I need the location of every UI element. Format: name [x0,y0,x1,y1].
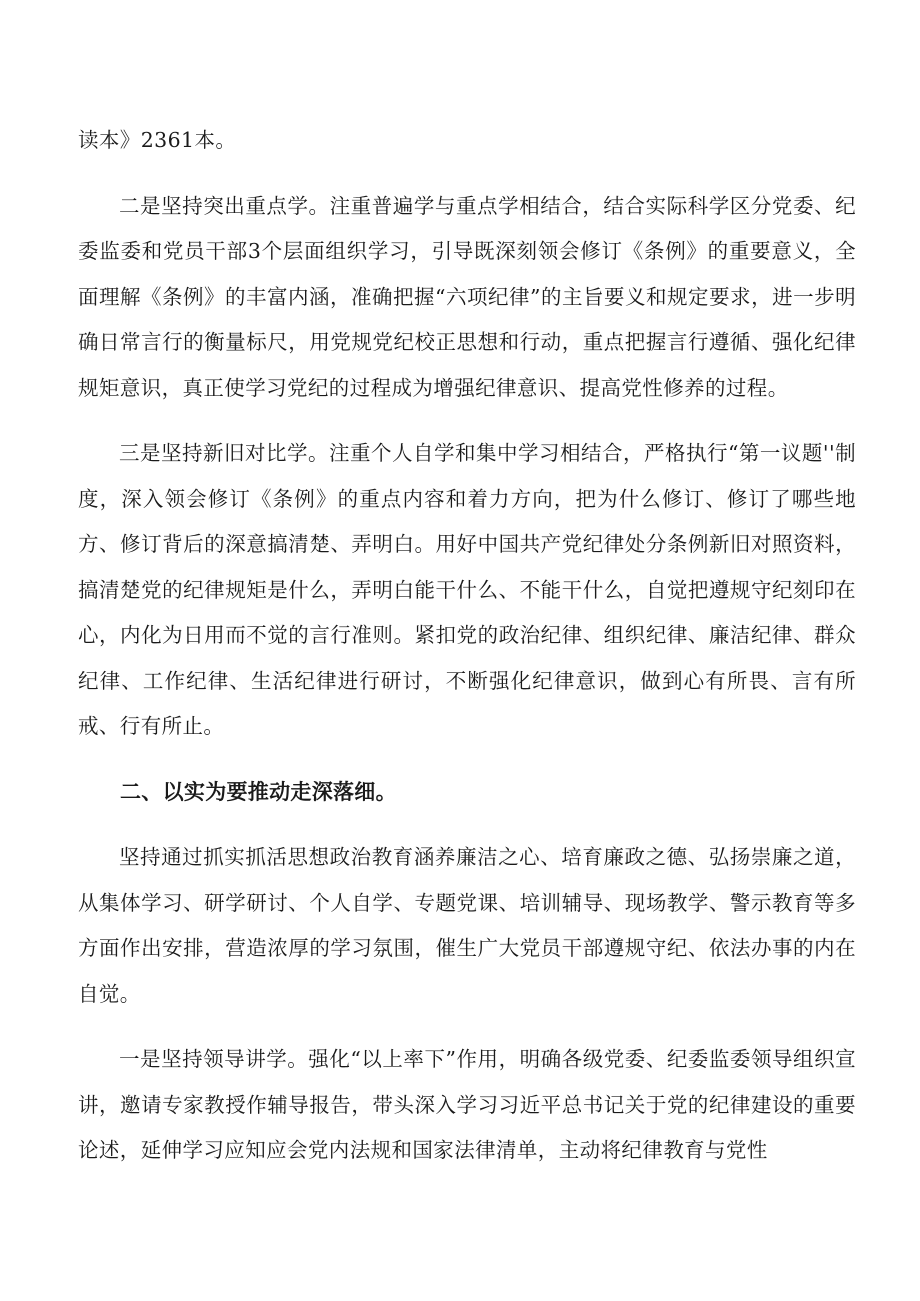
section-heading: 二、以实为要推动走深落细。 [120,779,397,804]
paragraph-key-points: 二是坚持突出重点学。注重普遍学与重点学相结合，结合实际科学区分党委、纪委监委和党员干部3个层面组织学习，引导既深刻领会修订《条例》的重要意义，全面理解《条例》的丰富内涵，准确把握“六项纪律”的主旨要义和规定要求，进一步明确日常言行的衡量标尺，用党规党纪校正思想和行动，重点把握言行遵循、强化纪律规矩意识，真正使学习党纪的过程成为增强纪律意识、提高党性修养的过程。 [78,193,856,400]
paragraph-gap [78,815,856,835]
paragraph-gap [78,411,856,431]
paragraph-gap [78,750,856,770]
paragraph-leadership: 一是坚持领导讲学。强化“以上率下”作用，明确各级党委、纪委监委领导组织宣讲，邀请专家教授作辅导报告，带头深入学习习近平总书记关于党的纪律建设的重要论述，延伸学习应知应会党内法规和国家法律清单，主动将纪律教育与党性 [78,1047,856,1162]
document-body [78,118,856,1174]
paragraph-gap [78,164,856,184]
paragraph-gap [78,1017,856,1037]
paragraph-section-intro: 坚持通过抓实抓活思想政治教育涵养廉洁之心、培育廉政之德、弘扬崇廉之道，从集体学习、研学研讨、个人自学、专题党课、培训辅导、现场教学、警示教育等多方面作出安排，营造浓厚的学习氛围，催生广大党员干部遵规守纪、依法办事的内在自觉。 [78,845,856,1006]
paragraph-continuation: 读本》2361本。 [78,128,237,152]
paragraph-comparison: 三是坚持新旧对比学。注重个人自学和集中学习相结合，严格执行“第一议题''制度，深入领会修订《条例》的重点内容和着力方向，把为什么修订、修订了哪些地方、修订背后的深意搞清楚、弄明白。用好中国共产党纪律处分条例新旧对照资料，搞清楚党的纪律规矩是什么，弄明白能干什么、不能干什么，自觉把遵规守纪刻印在心，内化为日用而不觉的言行准则。紧扣党的政治纪律、组织纪律、廉洁纪律、群众纪律、工作纪律、生活纪律进行研讨，不断强化纪律意识，做到心有所畏、言有所戒、行有所止。 [78,441,856,738]
